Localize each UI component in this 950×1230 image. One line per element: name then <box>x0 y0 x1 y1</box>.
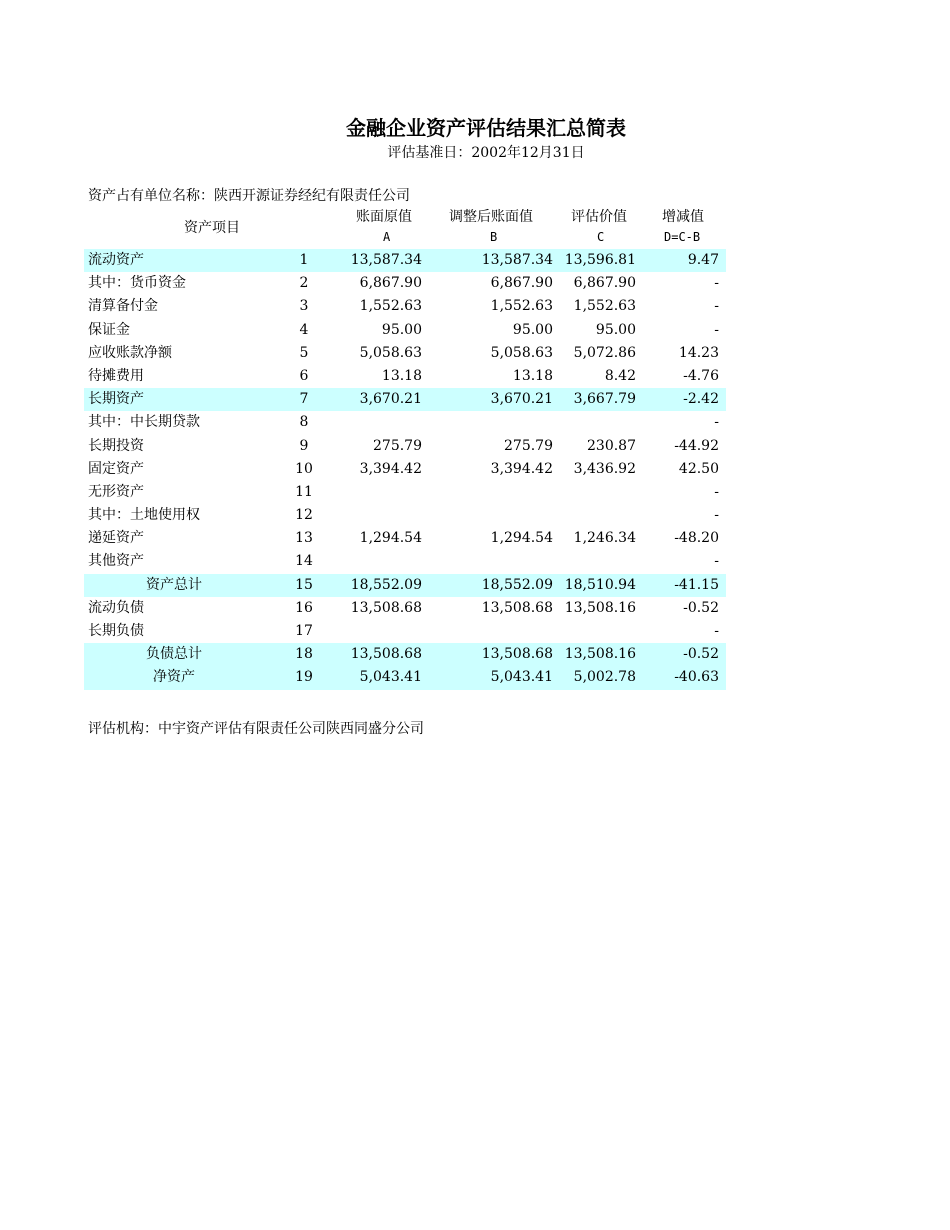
change-value: - <box>714 507 719 524</box>
adjusted-book-value: 275.79 <box>504 437 553 454</box>
table-row <box>84 643 726 666</box>
table-row <box>84 365 726 388</box>
appraised-value <box>553 550 636 573</box>
book-value: 13,587.34 <box>350 252 422 268</box>
change-value: -0.52 <box>683 646 719 663</box>
change-value: -41.15 <box>674 576 719 593</box>
book-value <box>328 504 422 527</box>
table-row <box>84 527 726 550</box>
asset-table <box>84 249 726 690</box>
book-value: 275.79 <box>373 437 422 454</box>
book-value: 1,294.54 <box>359 530 422 547</box>
appraised-value: 95.00 <box>595 321 636 338</box>
table-row <box>84 597 726 620</box>
table-row <box>84 620 726 643</box>
table-row <box>84 550 726 573</box>
header-sub-c: C <box>597 230 605 244</box>
row-name: 流动资产 <box>88 252 144 268</box>
header-asset-item: 资产项目 <box>184 220 240 236</box>
row-number: 6 <box>299 367 309 384</box>
change-value: -40.63 <box>674 669 719 686</box>
adjusted-book-value: 18,552.09 <box>481 576 553 593</box>
adjusted-book-value <box>422 504 553 527</box>
header-sub-d: D=C-B <box>664 230 701 244</box>
row-number: 13 <box>295 530 313 547</box>
header-change-value: 增减值 <box>662 209 704 225</box>
appraised-value <box>553 504 636 527</box>
adjusted-book-value: 5,043.41 <box>490 669 553 686</box>
adjusted-book-value <box>422 411 553 434</box>
row-number: 8 <box>299 414 309 431</box>
adjusted-book-value <box>422 481 553 504</box>
row-number: 1 <box>299 252 309 268</box>
adjusted-book-value: 13,508.68 <box>481 599 553 616</box>
book-value: 5,058.63 <box>359 344 422 361</box>
adjusted-book-value <box>422 550 553 573</box>
row-number: 11 <box>295 483 313 500</box>
appraisal-agency: 评估机构：中宇资产评估有限责任公司陕西同盛分公司 <box>88 721 424 737</box>
appraised-value: 6,867.90 <box>573 275 636 292</box>
adjusted-book-value: 3,670.21 <box>490 391 553 408</box>
row-name: 递延资产 <box>88 530 144 547</box>
row-name: 资产总计 <box>146 576 202 593</box>
change-value: - <box>714 275 719 292</box>
row-number: 4 <box>299 321 309 338</box>
change-value: - <box>714 298 719 315</box>
adjusted-book-value: 5,058.63 <box>490 344 553 361</box>
appraised-value: 5,072.86 <box>573 344 636 361</box>
book-value: 5,043.41 <box>359 669 422 686</box>
row-name: 长期负债 <box>88 623 144 639</box>
row-name: 其他资产 <box>88 553 144 570</box>
row-name: 清算备付金 <box>88 298 158 315</box>
header-sub-b: B <box>490 230 498 244</box>
row-number: 15 <box>295 576 313 593</box>
valuation-date: 评估基准日：2002年12月31日 <box>387 145 585 161</box>
change-value: -44.92 <box>674 437 719 454</box>
table-row <box>84 272 726 295</box>
book-value: 95.00 <box>381 321 422 338</box>
change-value: -2.42 <box>683 391 719 408</box>
report-title: 金融企业资产评估结果汇总简表 <box>346 116 626 140</box>
appraised-value: 3,667.79 <box>573 391 636 408</box>
row-number: 17 <box>295 623 313 639</box>
row-name: 无形资产 <box>88 483 144 500</box>
book-value: 13,508.68 <box>350 646 422 663</box>
row-number: 16 <box>295 599 313 616</box>
header-adjusted-book-value: 调整后账面值 <box>449 209 533 225</box>
header-appraised-value: 评估价值 <box>571 209 627 225</box>
table-row <box>84 295 726 318</box>
change-value: -48.20 <box>674 530 719 547</box>
adjusted-book-value: 3,394.42 <box>490 460 553 477</box>
row-name: 其中：土地使用权 <box>88 507 200 524</box>
table-row <box>84 342 726 365</box>
row-number: 14 <box>295 553 313 570</box>
row-name: 长期投资 <box>88 437 144 454</box>
change-value: - <box>714 623 719 639</box>
row-name: 流动负债 <box>88 599 144 616</box>
adjusted-book-value: 6,867.90 <box>490 275 553 292</box>
appraised-value: 18,510.94 <box>564 576 636 593</box>
table-row <box>84 411 726 434</box>
appraised-value: 1,246.34 <box>573 530 636 547</box>
adjusted-book-value: 13.18 <box>512 367 553 384</box>
row-number: 19 <box>295 669 313 686</box>
table-row <box>84 319 726 342</box>
row-name: 应收账款净额 <box>88 344 172 361</box>
row-name: 负债总计 <box>146 646 202 663</box>
row-name: 净资产 <box>153 669 195 686</box>
header-book-value: 账面原值 <box>356 209 412 225</box>
row-number: 10 <box>295 460 313 477</box>
appraised-value: 13,508.16 <box>564 646 636 663</box>
book-value: 6,867.90 <box>359 275 422 292</box>
appraised-value: 13,508.16 <box>564 599 636 616</box>
book-value <box>328 620 422 643</box>
change-value: - <box>714 483 719 500</box>
book-value: 18,552.09 <box>350 576 422 593</box>
table-row <box>84 481 726 504</box>
table-row <box>84 249 726 272</box>
change-value: 42.50 <box>678 460 719 477</box>
appraised-value: 13,596.81 <box>564 252 636 268</box>
change-value: -4.76 <box>683 367 719 384</box>
row-number: 3 <box>299 298 309 315</box>
row-number: 12 <box>295 507 313 524</box>
row-number: 5 <box>299 344 309 361</box>
change-value: - <box>714 553 719 570</box>
table-row <box>84 458 726 481</box>
book-value: 1,552.63 <box>359 298 422 315</box>
book-value: 13.18 <box>381 367 422 384</box>
row-number: 18 <box>295 646 313 663</box>
change-value: 14.23 <box>678 344 719 361</box>
table-row <box>84 504 726 527</box>
adjusted-book-value: 1,294.54 <box>490 530 553 547</box>
change-value: - <box>714 414 719 431</box>
adjusted-book-value <box>422 620 553 643</box>
row-name: 其中：货币资金 <box>88 275 186 292</box>
row-number: 7 <box>299 391 309 408</box>
book-value: 13,508.68 <box>350 599 422 616</box>
table-row <box>84 574 726 597</box>
adjusted-book-value: 1,552.63 <box>490 298 553 315</box>
book-value: 3,394.42 <box>359 460 422 477</box>
row-name: 固定资产 <box>88 460 144 477</box>
appraised-value <box>553 411 636 434</box>
appraised-value: 230.87 <box>587 437 636 454</box>
appraised-value: 8.42 <box>604 367 636 384</box>
adjusted-book-value: 13,508.68 <box>481 646 553 663</box>
appraised-value: 5,002.78 <box>573 669 636 686</box>
book-value <box>328 411 422 434</box>
row-number: 9 <box>299 437 309 454</box>
appraised-value: 3,436.92 <box>573 460 636 477</box>
appraised-value <box>553 481 636 504</box>
adjusted-book-value: 95.00 <box>512 321 553 338</box>
header-sub-a: A <box>383 230 391 244</box>
row-name: 待摊费用 <box>88 367 144 384</box>
adjusted-book-value: 13,587.34 <box>481 252 553 268</box>
book-value: 3,670.21 <box>359 391 422 408</box>
appraised-value <box>553 620 636 643</box>
row-number: 2 <box>299 275 309 292</box>
change-value: 9.47 <box>687 252 719 268</box>
table-row <box>84 666 726 689</box>
change-value: - <box>714 321 719 338</box>
table-row <box>84 435 726 458</box>
book-value <box>328 550 422 573</box>
asset-holder-name: 资产占有单位名称：陕西开源证券经纪有限责任公司 <box>88 188 410 204</box>
book-value <box>328 481 422 504</box>
row-name: 长期资产 <box>88 391 144 408</box>
change-value: -0.52 <box>683 599 719 616</box>
appraised-value: 1,552.63 <box>573 298 636 315</box>
row-name: 保证金 <box>88 321 130 338</box>
table-row <box>84 388 726 411</box>
row-name: 其中：中长期贷款 <box>88 414 200 431</box>
